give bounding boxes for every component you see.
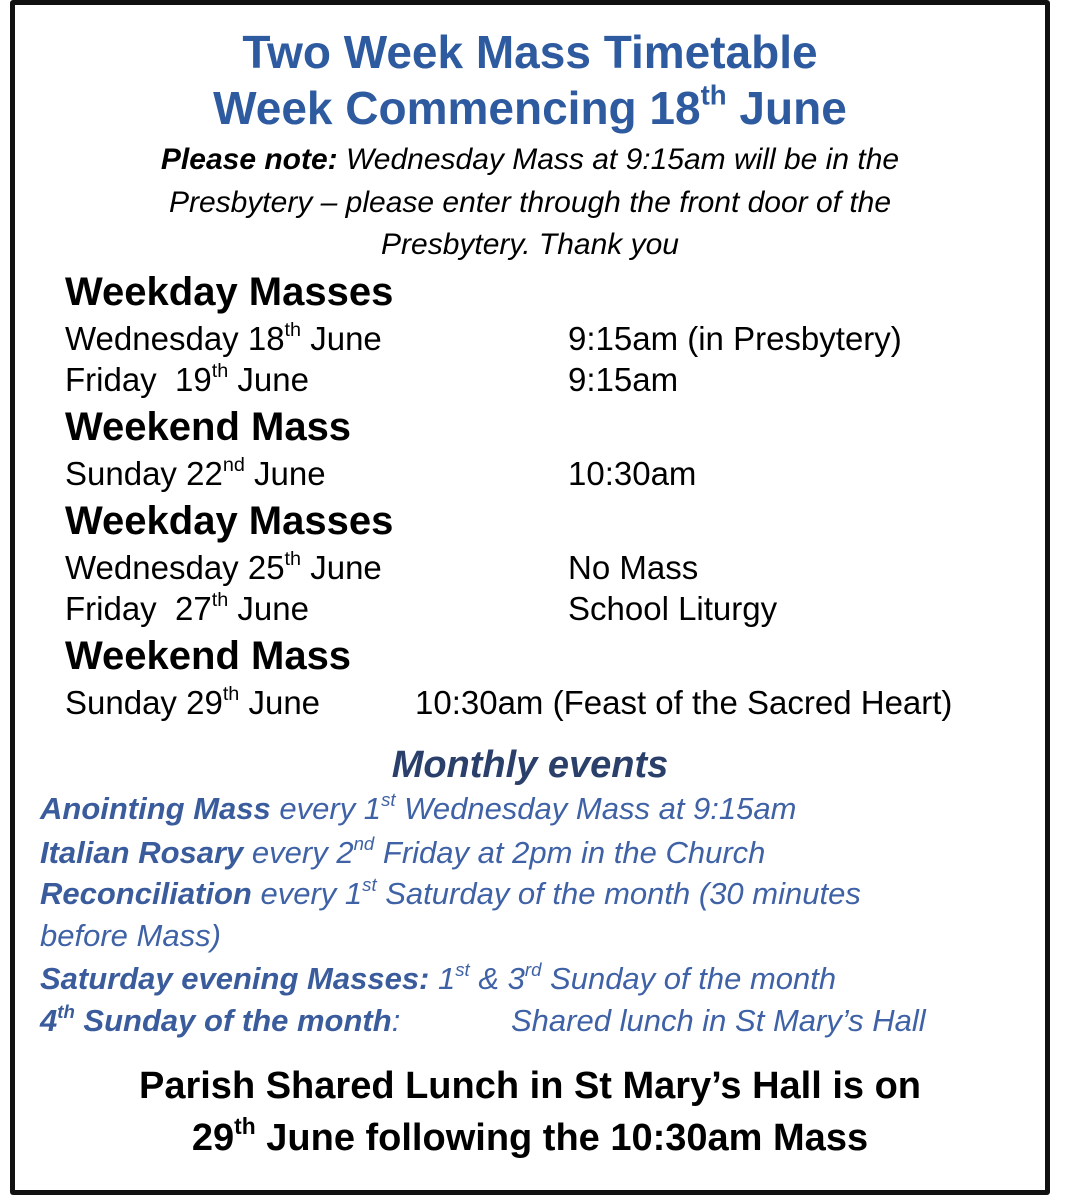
note-line-3: Presbytery. Thank you (381, 228, 679, 261)
event-anointing: Anointing Mass every 1st Wednesday Mass at 9:15am (40, 788, 797, 826)
event-reconciliation-cont: before Mass) (40, 918, 221, 953)
note-label: Please note: (160, 143, 338, 176)
event-reconciliation: Reconciliation every 1st Saturday of the month (30 minutes (40, 873, 861, 911)
event-saturday-evening: Saturday evening Masses: 1st & 3rd Sunday of the month (40, 958, 837, 996)
event-italian-rosary: Italian Rosary every 2nd Friday at 2pm in the Church (40, 832, 766, 870)
mass-time: 9:15am (in Presbytery) (568, 320, 902, 357)
mass-day: Sunday 22nd June (65, 454, 326, 492)
event-fourth-sunday-detail: Shared lunch in St Mary’s Hall (511, 1003, 926, 1038)
week-commencing-title: Week Commencing 18th June (213, 79, 847, 134)
mass-time: 10:30am (Feast of the Sacred Heart) (415, 684, 953, 721)
weekday-masses-heading: Weekday Masses (65, 270, 394, 314)
shared-lunch-line-2: 29th June following the 10:30am Mass (191, 1113, 869, 1159)
weekend-mass-heading: Weekend Mass (65, 405, 352, 449)
mass-day: Wednesday 25th June (65, 548, 382, 586)
monthly-events-title: Monthly events (391, 744, 669, 786)
mass-time: 10:30am (568, 455, 697, 492)
mass-day: Sunday 29th June (65, 683, 321, 721)
mass-day: Wednesday 18th June (65, 319, 382, 357)
mass-time: School Liturgy (568, 590, 778, 627)
event-fourth-sunday: 4th Sunday of the month: (40, 1000, 401, 1038)
shared-lunch-line-1: Parish Shared Lunch in St Mary’s Hall is on (138, 1065, 921, 1107)
weekend-mass-heading: Weekend Mass (65, 634, 352, 678)
note-line-1: Please note: Wednesday Mass at 9:15am will be in the (160, 143, 900, 176)
mass-day: Friday 19th June (65, 360, 309, 398)
mass-time: No Mass (568, 549, 699, 586)
note-line-2: Presbytery – please enter through the front door of the (168, 186, 892, 219)
mass-time: 9:15am (568, 361, 679, 398)
mass-day: Friday 27th June (65, 589, 309, 627)
weekday-masses-heading: Weekday Masses (65, 499, 394, 543)
page-title: Two Week Mass Timetable (242, 26, 818, 78)
